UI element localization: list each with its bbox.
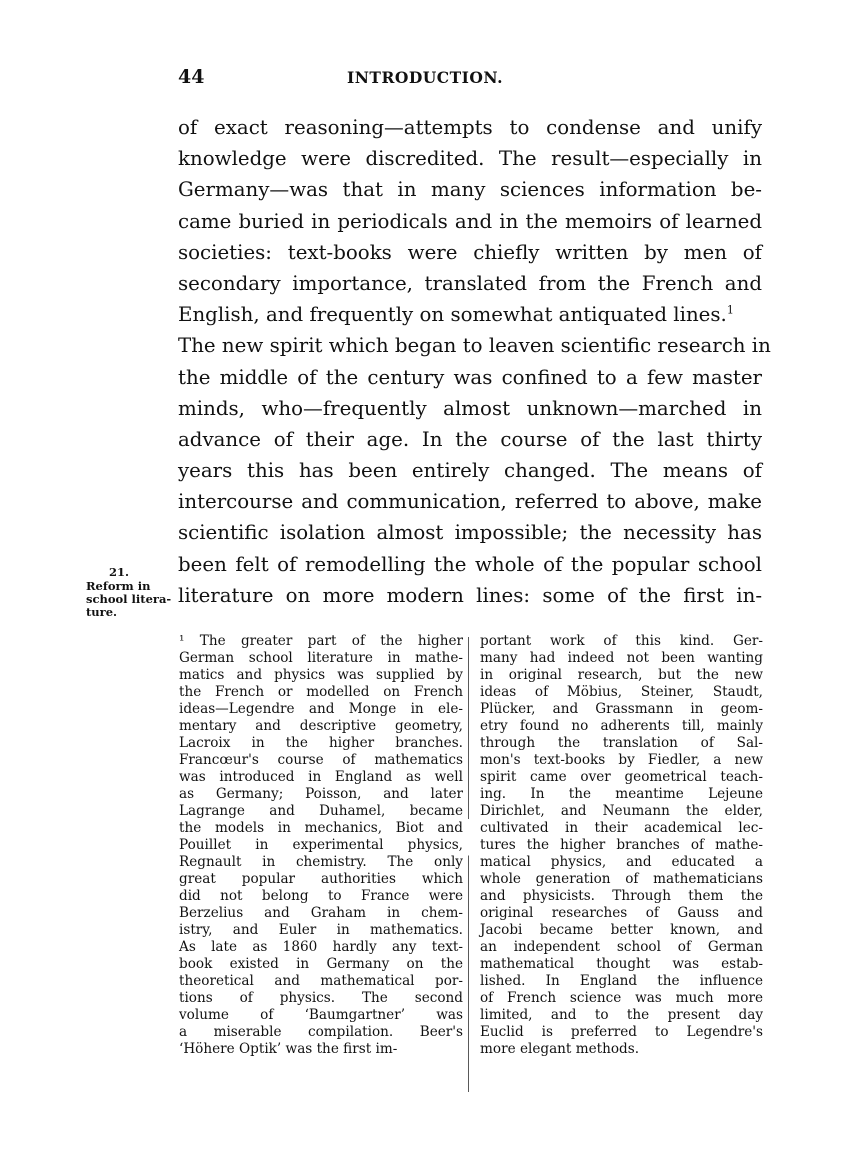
footnote-line bbox=[179, 633, 463, 650]
footnote-line bbox=[179, 667, 463, 684]
footnote-line-text: ideas of Möbius, Steiner, Staudt, bbox=[480, 684, 763, 700]
footnote-line-text: mon's text-books by Fiedler, a new bbox=[480, 752, 763, 768]
footnote-line-text: mathematical thought was estab- bbox=[480, 956, 763, 972]
footnote-line-text: ‘Höhere Optik’ was the first im- bbox=[179, 1041, 398, 1057]
footnote-line-text: the French or modelled on French bbox=[179, 684, 463, 700]
text-line-text: scientific isolation almost impossible; the necessity has bbox=[178, 521, 762, 545]
text-line bbox=[178, 424, 762, 455]
footnote-line-text: was introduced in England as well bbox=[179, 769, 463, 785]
text-line-text: came buried in periodicals and in the memoirs of learned bbox=[178, 209, 762, 233]
footnote-line-text: Euclid is preferred to Legendre's bbox=[480, 1024, 763, 1040]
footnote-line-text: Francœur's course of mathematics bbox=[179, 752, 463, 768]
footnote-line bbox=[179, 684, 463, 701]
text-line-text: years this has been entirely changed. The means of bbox=[178, 459, 762, 483]
text-line-text: Germany—was that in many sciences information be- bbox=[178, 178, 762, 202]
footnote-line bbox=[480, 684, 763, 701]
footnote-line-text: and physicists. Through them the bbox=[480, 888, 763, 904]
footnote-line bbox=[179, 837, 463, 854]
footnote-line-text: original researches of Gauss and bbox=[480, 905, 763, 921]
footnote-line bbox=[480, 1024, 763, 1041]
footnote-line bbox=[179, 956, 463, 973]
footnote-line-text: great popular authorities which bbox=[179, 871, 463, 887]
footnote-line bbox=[179, 905, 463, 922]
column-divider bbox=[468, 637, 469, 1092]
footnote-line bbox=[480, 803, 763, 820]
footnote-line-text: the models in mechanics, Biot and bbox=[179, 820, 463, 836]
footnote-line-text: German school literature in mathe- bbox=[179, 650, 463, 666]
footnote-line-text: matical physics, and educated a bbox=[480, 854, 763, 870]
margin-note bbox=[86, 566, 178, 619]
footnote-line-text: portant work of this kind. Ger- bbox=[480, 633, 763, 649]
footnote-line bbox=[480, 871, 763, 888]
footnote-line bbox=[480, 752, 763, 769]
footnote-line-text: ideas—Legendre and Monge in ele- bbox=[179, 701, 463, 717]
footnote-line bbox=[179, 735, 463, 752]
footnote-line-text: istry, and Euler in mathematics. bbox=[179, 922, 463, 938]
footnote-line bbox=[179, 1024, 463, 1041]
footnote-line-text: matics and physics was supplied by bbox=[179, 667, 463, 683]
text-line bbox=[178, 206, 762, 237]
footnote-line-text: Lacroix in the higher branches. bbox=[179, 735, 463, 751]
footnote-line-text: more elegant methods. bbox=[480, 1041, 640, 1057]
footnote-line-text: limited, and to the present day bbox=[480, 1007, 763, 1023]
footnote-line-text: Berzelius and Graham in chem- bbox=[179, 905, 463, 921]
footnote-line bbox=[480, 735, 763, 752]
footnote-line-text: a miserable compilation. Beer's bbox=[179, 1024, 463, 1040]
text-line-text: societies: text-books were chiefly written by men of bbox=[178, 240, 762, 264]
text-line bbox=[178, 330, 771, 361]
text-line bbox=[178, 237, 762, 268]
text-line bbox=[178, 517, 762, 548]
footnote-line bbox=[179, 1041, 463, 1058]
footnote-line-text: of French science was much more bbox=[480, 990, 763, 1006]
footnote-reference[interactable]: 1 bbox=[726, 303, 734, 317]
footnote-line bbox=[480, 667, 763, 684]
footnote-line-text: Pouillet in experimental physics, bbox=[179, 837, 463, 853]
footnote-line bbox=[480, 888, 763, 905]
text-line bbox=[178, 112, 762, 143]
text-line-text: minds, who—frequently almost unknown—marched in bbox=[178, 396, 762, 420]
margin-note-line: Reform in bbox=[86, 579, 151, 593]
footnote-line bbox=[480, 905, 763, 922]
text-line-text: knowledge were discredited. The result—especially in bbox=[178, 147, 762, 171]
footnote-line-text: Regnault in chemistry. The only bbox=[179, 854, 463, 870]
footnote-line-text: Dirichlet, and Neumann the elder, bbox=[480, 803, 763, 819]
footnote-line-text: Plücker, and Grassmann in geom- bbox=[480, 701, 763, 717]
footnote-line bbox=[179, 752, 463, 769]
footnote-line bbox=[179, 973, 463, 990]
page-number: 44 bbox=[178, 66, 205, 88]
footnote-left-column bbox=[179, 633, 463, 1058]
footnote-line bbox=[480, 956, 763, 973]
footnote-line bbox=[179, 769, 463, 786]
text-line-text: literature on more modern lines: some of the first in- bbox=[178, 583, 762, 607]
text-line bbox=[178, 486, 762, 517]
text-line bbox=[178, 393, 762, 424]
footnote-line-text: through the translation of Sal- bbox=[480, 735, 763, 751]
main-text bbox=[178, 112, 771, 611]
footnote-line-text: whole generation of mathematicians bbox=[480, 871, 763, 887]
text-line bbox=[178, 362, 762, 393]
footnote-line bbox=[179, 922, 463, 939]
footnote-line bbox=[179, 871, 463, 888]
footnote-line-text: book existed in Germany on the bbox=[179, 956, 463, 972]
text-line bbox=[178, 299, 762, 330]
text-line bbox=[178, 143, 762, 174]
footnote-line bbox=[480, 718, 763, 735]
text-line bbox=[178, 580, 762, 611]
footnote-line-text: ¹ The greater part of the higher bbox=[179, 633, 463, 649]
footnote-line bbox=[179, 820, 463, 837]
footnote-line bbox=[179, 803, 463, 820]
footnote-line bbox=[480, 1041, 763, 1058]
footnote-line-text: cultivated in their academical lec- bbox=[480, 820, 763, 836]
footnote-line-text: many had indeed not been wanting bbox=[480, 650, 763, 666]
footnote-line bbox=[480, 973, 763, 990]
footnote-line-text: did not belong to France were bbox=[179, 888, 463, 904]
text-line bbox=[178, 549, 762, 580]
footnote-line bbox=[179, 939, 463, 956]
footnote-line-text: As late as 1860 hardly any text- bbox=[179, 939, 463, 955]
footnote-line bbox=[480, 633, 763, 650]
footnote-line-text: as Germany; Poisson, and later bbox=[179, 786, 463, 802]
footnote-line bbox=[480, 820, 763, 837]
footnote-line bbox=[179, 888, 463, 905]
footnote-line bbox=[480, 769, 763, 786]
footnote-line-text: tures the higher branches of mathe- bbox=[480, 837, 763, 853]
footnote-line-text: spirit came over geometrical teach- bbox=[480, 769, 763, 785]
footnote-line bbox=[179, 854, 463, 871]
footnote-line-text: mentary and descriptive geometry, bbox=[179, 718, 463, 734]
footnote-line bbox=[179, 990, 463, 1007]
text-line-text: secondary importance, translated from the French and bbox=[178, 271, 762, 295]
footnote-line bbox=[480, 650, 763, 667]
text-line-text: the middle of the century was confined to a few master bbox=[178, 365, 762, 389]
margin-note-line: ture. bbox=[86, 605, 118, 619]
footnote-line-text: tions of physics. The second bbox=[179, 990, 463, 1006]
footnote-line bbox=[179, 701, 463, 718]
margin-note-number: 21. bbox=[108, 565, 129, 579]
footnote-right-column bbox=[480, 633, 763, 1058]
text-line bbox=[178, 174, 762, 205]
text-line-text: advance of their age. In the course of the last thirty bbox=[178, 427, 762, 451]
text-line-text: English, and frequently on somewhat antiquated lines. bbox=[178, 303, 727, 327]
footnote-line bbox=[480, 701, 763, 718]
footnote-line bbox=[179, 650, 463, 667]
footnote-line bbox=[179, 786, 463, 803]
footnote-line-text: lished. In England the influence bbox=[480, 973, 763, 989]
footnote-line bbox=[480, 990, 763, 1007]
footnote-line bbox=[480, 922, 763, 939]
text-line-text: intercourse and communication, referred to above, make bbox=[178, 490, 762, 514]
running-title: INTRODUCTION. bbox=[347, 68, 503, 87]
text-line-text: of exact reasoning—attempts to condense and unify bbox=[178, 116, 762, 139]
footnote-line-text: ing. In the meantime Lejeune bbox=[480, 786, 763, 802]
footnote-line-text: Lagrange and Duhamel, became bbox=[179, 803, 463, 819]
footnote-line-text: theoretical and mathematical por- bbox=[179, 973, 463, 989]
footnote-line-text: Jacobi became better known, and bbox=[480, 922, 763, 938]
footnote-line-text: in original research, but the new bbox=[480, 667, 763, 683]
footnote-line bbox=[179, 718, 463, 735]
footnote-line bbox=[480, 939, 763, 956]
footnote-line-text: an independent school of German bbox=[480, 939, 763, 955]
text-line bbox=[178, 268, 762, 299]
footnote-line bbox=[179, 1007, 463, 1024]
text-line-text: been felt of remodelling the whole of the popular school bbox=[178, 552, 762, 576]
footnote-line bbox=[480, 1007, 763, 1024]
footnote-line bbox=[480, 837, 763, 854]
footnote-line bbox=[480, 854, 763, 871]
footnote-line bbox=[480, 786, 763, 803]
margin-note-line: school litera- bbox=[86, 592, 172, 606]
footnote-line-text: etry found no adherents till, mainly bbox=[480, 718, 763, 734]
page-header bbox=[0, 66, 850, 90]
text-line bbox=[178, 455, 762, 486]
footnote-line-text: volume of ‘Baumgartner’ was bbox=[179, 1007, 463, 1023]
text-line-text: The new spirit which began to leaven scientific research in bbox=[178, 334, 771, 358]
